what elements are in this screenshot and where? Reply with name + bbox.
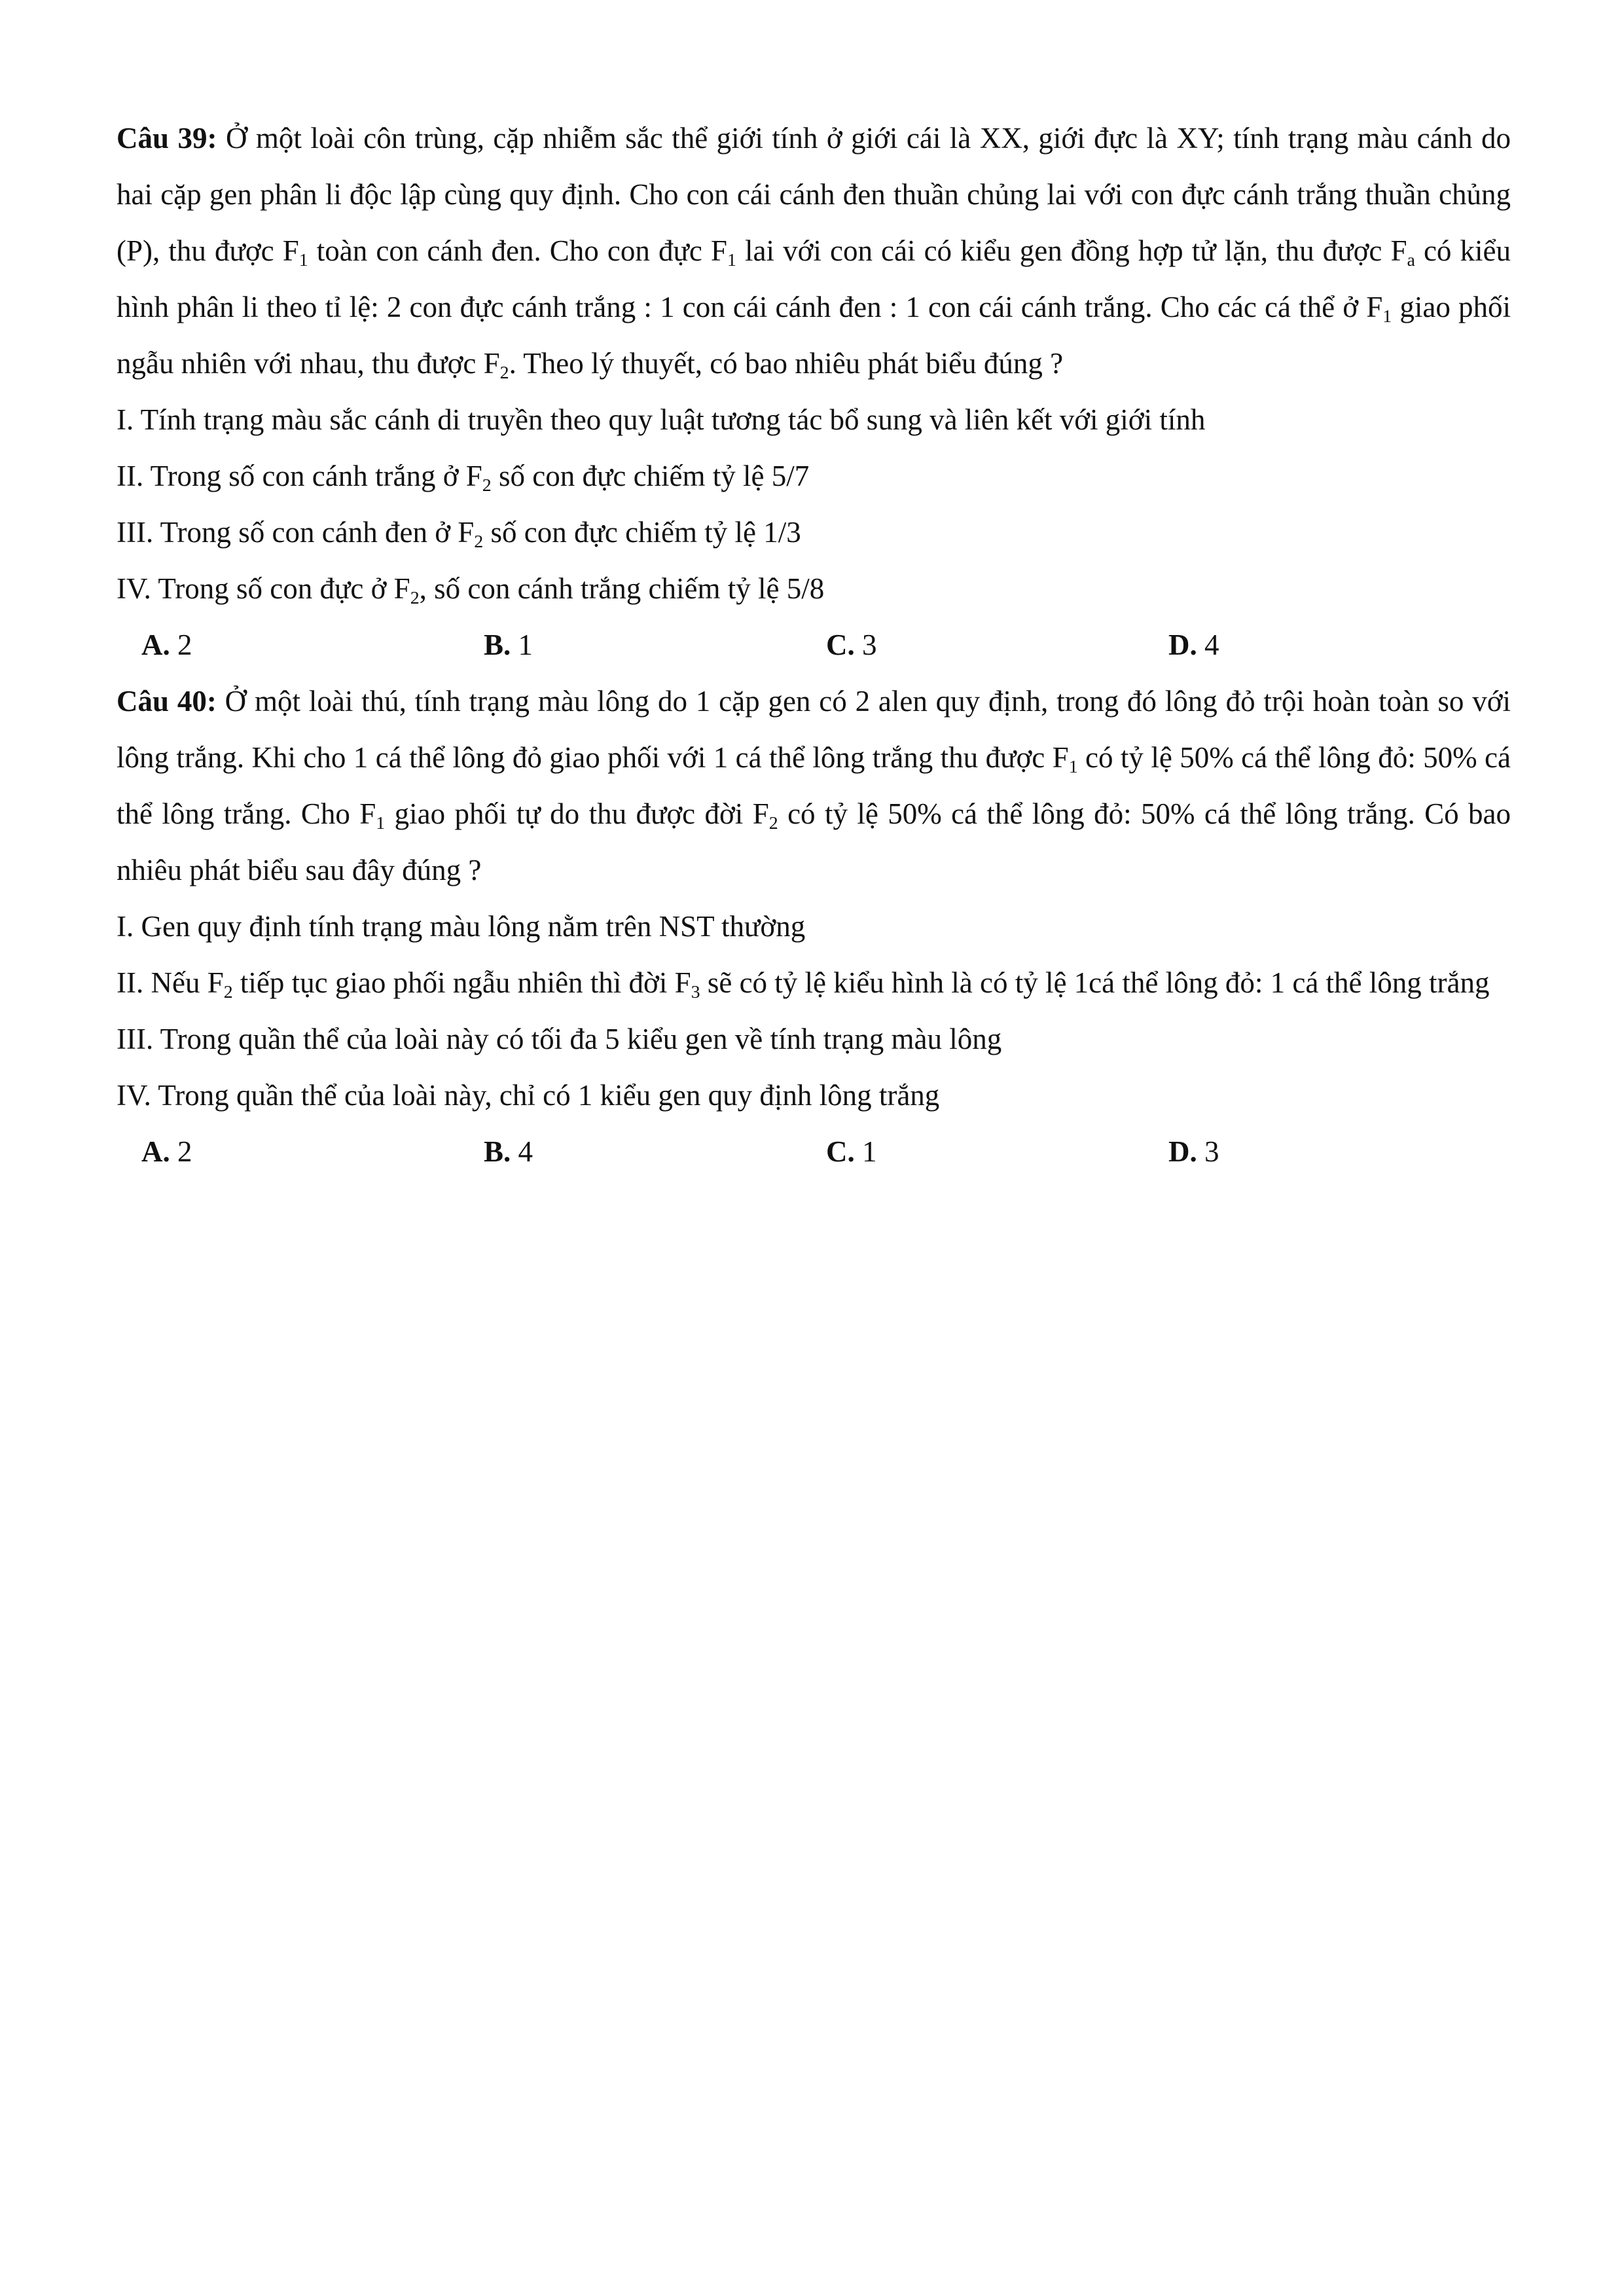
option-c[interactable] — [826, 617, 1168, 673]
subscript: 1 — [376, 812, 386, 833]
subscript: 2 — [474, 531, 484, 552]
question-label: Câu 40: — [117, 685, 217, 718]
stem-text: giao phối ngẫu nhiên với nhau, thu được F — [117, 291, 1511, 380]
option-value: 3 — [854, 629, 877, 661]
stem-text: có tỷ lệ 50% cá thể lông đỏ: 50% cá thể lông trắng. Có bao nhiêu phát biểu sau đây đúng ? — [117, 797, 1511, 886]
option-value: 2 — [170, 1135, 192, 1168]
statement-2 — [117, 955, 1511, 1011]
stem-text: giao phối tự do thu được đời F — [385, 797, 769, 830]
option-value: 1 — [511, 629, 533, 661]
subscript: 1 — [298, 249, 308, 270]
option-a[interactable] — [141, 1123, 484, 1180]
option-key: C. — [826, 629, 855, 661]
option-d[interactable] — [1168, 1123, 1511, 1180]
exam-page — [117, 110, 1511, 1180]
statement-text: III. Trong quần thể của loài này có tối đa 5 kiểu gen về tính trạng màu lông — [117, 1023, 1002, 1055]
stem-text: có kiểu hình phân li theo tỉ lệ: 2 con đực cánh trắng : 1 con cái cánh đen : 1 con cái cánh trắng. Cho các cá thể ở F — [117, 234, 1511, 323]
subscript: 2 — [482, 475, 492, 496]
option-a[interactable] — [141, 617, 484, 673]
option-b[interactable] — [484, 1123, 826, 1180]
statement-text: số con đực chiếm tỷ lệ 1/3 — [483, 516, 801, 549]
option-b[interactable] — [484, 617, 826, 673]
option-value: 3 — [1197, 1135, 1219, 1168]
subscript: 2 — [223, 981, 233, 1002]
option-key: B. — [484, 629, 511, 661]
statement-text: số con đực chiếm tỷ lệ 5/7 — [491, 460, 810, 492]
option-key: C. — [826, 1135, 855, 1168]
question-stem — [117, 673, 1511, 898]
statement-text: IV. Trong số con đực ở F — [117, 572, 410, 605]
option-key: D. — [1168, 629, 1197, 661]
statement-text: I. Gen quy định tính trạng màu lông nằm trên NST thường — [117, 910, 806, 943]
subscript: 2 — [499, 362, 509, 383]
statement-text: IV. Trong quần thể của loài này, chỉ có 1 kiểu gen quy định lông trắng — [117, 1079, 940, 1112]
answer-options — [117, 1123, 1511, 1180]
statement-3 — [117, 1011, 1511, 1067]
question-39 — [117, 110, 1511, 673]
stem-text: . Theo lý thuyết, có bao nhiêu phát biểu đúng ? — [509, 347, 1064, 380]
statement-text: II. Nếu F — [117, 966, 224, 999]
option-key: A. — [141, 629, 170, 661]
option-key: B. — [484, 1135, 511, 1168]
statement-text: II. Trong số con cánh trắng ở F — [117, 460, 482, 492]
option-value: 4 — [1197, 629, 1219, 661]
question-label: Câu 39: — [117, 122, 217, 155]
stem-text: Ở một loài côn trùng, cặp nhiễm sắc thể giới tính ở giới cái là XX, giới đực là XY; tính trạng màu cánh do hai cặp gen phân li độc lập cùng quy định. Cho con cái cánh đen thuần chủng lai với con đực cánh trắng thuần chủng (P), thu được F — [117, 122, 1511, 267]
option-value: 2 — [170, 629, 192, 661]
statement-1 — [117, 898, 1511, 955]
option-c[interactable] — [826, 1123, 1168, 1180]
question-stem — [117, 110, 1511, 392]
statement-text: tiếp tục giao phối ngẫu nhiên thì đời F — [232, 966, 691, 999]
option-key: A. — [141, 1135, 170, 1168]
statement-4 — [117, 1067, 1511, 1123]
statement-text: III. Trong số con cánh đen ở F — [117, 516, 475, 549]
option-d[interactable] — [1168, 617, 1511, 673]
statement-text: , số con cánh trắng chiếm tỷ lệ 5/8 — [419, 572, 825, 605]
subscript: 1 — [727, 249, 736, 270]
subscript: 1 — [1382, 306, 1392, 327]
subscript: 3 — [691, 981, 700, 1002]
statement-3 — [117, 504, 1511, 560]
subscript: 2 — [768, 812, 778, 833]
stem-text: toàn con cánh đen. Cho con đực F — [308, 234, 727, 267]
subscript: 2 — [410, 587, 420, 608]
subscript: a — [1407, 249, 1415, 270]
stem-text: lai với con cái có kiểu gen đồng hợp tử lặn, thu được F — [736, 234, 1407, 267]
statement-text: sẽ có tỷ lệ kiểu hình là có tỷ lệ 1cá thể lông đỏ: 1 cá thể lông trắng — [700, 966, 1490, 999]
stem-text: Ở một loài thú, tính trạng màu lông do 1 cặp gen có 2 alen quy định, trong đó lông đỏ trội hoàn toàn so với lông trắng. Khi cho 1 cá thể lông đỏ giao phối với 1 cá thể lông trắng thu được F — [117, 685, 1511, 774]
stem-text: có tỷ lệ 50% cá thể lông đỏ: 50% cá thể lông trắng. Cho F — [117, 741, 1511, 830]
statement-4 — [117, 560, 1511, 617]
subscript: 1 — [1068, 756, 1078, 777]
question-40 — [117, 673, 1511, 1180]
option-value: 1 — [854, 1135, 877, 1168]
answer-options — [117, 617, 1511, 673]
statement-1 — [117, 392, 1511, 448]
statement-2 — [117, 448, 1511, 504]
option-key: D. — [1168, 1135, 1197, 1168]
option-value: 4 — [511, 1135, 533, 1168]
statement-text: I. Tính trạng màu sắc cánh di truyền theo quy luật tương tác bổ sung và liên kết với giới tính — [117, 403, 1206, 436]
